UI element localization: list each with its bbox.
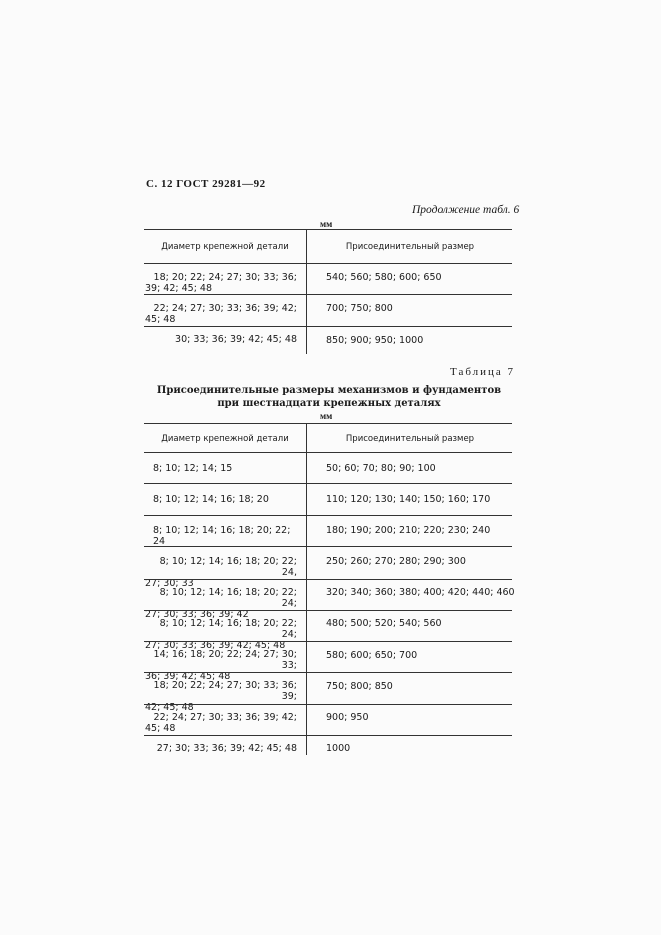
table-7-column-divider (306, 423, 307, 755)
table-6-top-rule (144, 229, 512, 230)
table-6-col1-header: Диаметр крепежной детали (161, 242, 289, 252)
table-7-row-rule (144, 515, 512, 516)
table-6-column-divider (306, 229, 307, 354)
table-6-col2-header: Присоединительный размер (345, 242, 475, 252)
table-6-row-1-diameter: 18; 20; 22; 24; 27; 30; 33; 36; 39; 42; 45; 48 (145, 272, 297, 294)
page-header: С. 12 ГОСТ 29281—92 (146, 178, 266, 190)
table-7-row-rule (144, 672, 512, 673)
table-7-row-5-diameter: 8; 10; 12; 14; 16; 18; 20; 22; 24; 27; 30; 33; 36; 39; 42 (145, 587, 297, 620)
table-7-row-3-diameter: 8; 10; 12; 14; 16; 18; 20; 22; 24 (153, 525, 291, 547)
table-6-row-1-size: 540; 560; 580; 600; 650 (326, 272, 442, 283)
table-6-header-rule (144, 263, 512, 264)
table-7-row-4-size: 250; 260; 270; 280; 290; 300 (326, 556, 466, 567)
table-7-row-3-size: 180; 190; 200; 210; 220; 230; 240 (326, 525, 491, 536)
table-6-row-rule (144, 294, 512, 295)
table-6-units: мм (320, 219, 333, 229)
table-7-label: Таблица 7 (450, 366, 516, 378)
table-7-title-line-1: Присоединительные размеры механизмов и фундаментов (156, 385, 502, 396)
table-7-row-4-diameter: 8; 10; 12; 14; 16; 18; 20; 22; 24, 27; 30; 33 (145, 556, 297, 589)
table-7-row-5-size: 320; 340; 360; 380; 400; 420; 440; 460 (326, 587, 515, 598)
table-7-row-9-size: 900; 950 (326, 712, 369, 723)
table-6-row-2-diameter: 22; 24; 27; 30; 33; 36; 39; 42; 45; 48 (145, 303, 297, 325)
table-7-row-1-size: 50; 60; 70; 80; 90; 100 (326, 463, 436, 474)
table-7-units: мм (320, 411, 333, 421)
table-7-row-rule (144, 483, 512, 484)
table-7-top-rule (144, 423, 512, 424)
table-continuation-label: Продолжение табл. 6 (412, 204, 520, 216)
table-7-col1-header: Диаметр крепежной детали (161, 434, 289, 444)
table-7-row-6-size: 480; 500; 520; 540; 560 (326, 618, 442, 629)
table-7-row-2-size: 110; 120; 130; 140; 150; 160; 170 (326, 494, 491, 505)
table-7-row-1-diameter: 8; 10; 12; 14; 15 (153, 463, 233, 474)
table-6-row-3-diameter: 30; 33; 36; 39; 42; 45; 48 (175, 334, 297, 345)
table-6-row-3-size: 850; 900; 950; 1000 (326, 335, 424, 346)
table-7-title-line-2: при шестнадцати крепежных деталях (217, 398, 441, 409)
table-7-row-6-diameter: 8; 10; 12; 14; 16; 18; 20; 22; 24; 27; 30; 33; 36; 39; 42; 45; 48 (145, 618, 297, 651)
table-7-row-2-diameter: 8; 10; 12; 14; 16; 18; 20 (153, 494, 269, 505)
table-7-row-10-diameter: 27; 30; 33; 36; 39; 42; 45; 48 (156, 743, 297, 754)
table-7-row-rule (144, 610, 512, 611)
table-6-row-rule (144, 326, 512, 327)
table-7-row-9-diameter: 22; 24; 27; 30; 33; 36; 39; 42; 45; 48 (145, 712, 297, 734)
table-7-col2-header: Присоединительный размер (345, 434, 475, 444)
table-7-row-7-size: 580; 600; 650; 700 (326, 650, 418, 661)
table-7-row-rule (144, 579, 512, 580)
table-7-row-rule (144, 546, 512, 547)
table-7-header-rule (144, 452, 512, 453)
table-7-row-8-size: 750; 800; 850 (326, 681, 393, 692)
table-7-row-rule (144, 641, 512, 642)
table-6-row-2-size: 700; 750; 800 (326, 303, 393, 314)
table-7-row-rule (144, 704, 512, 705)
table-7-row-10-size: 1000 (326, 743, 351, 754)
table-7-row-7-diameter: 14; 16; 18; 20; 22; 24; 27; 30; 33; 36; 39; 42; 45; 48 (145, 649, 297, 682)
table-7-row-rule (144, 735, 512, 736)
table-7-row-8-diameter: 18; 20; 22; 24; 27; 30; 33; 36; 39; 42; 45; 48 (145, 680, 297, 713)
